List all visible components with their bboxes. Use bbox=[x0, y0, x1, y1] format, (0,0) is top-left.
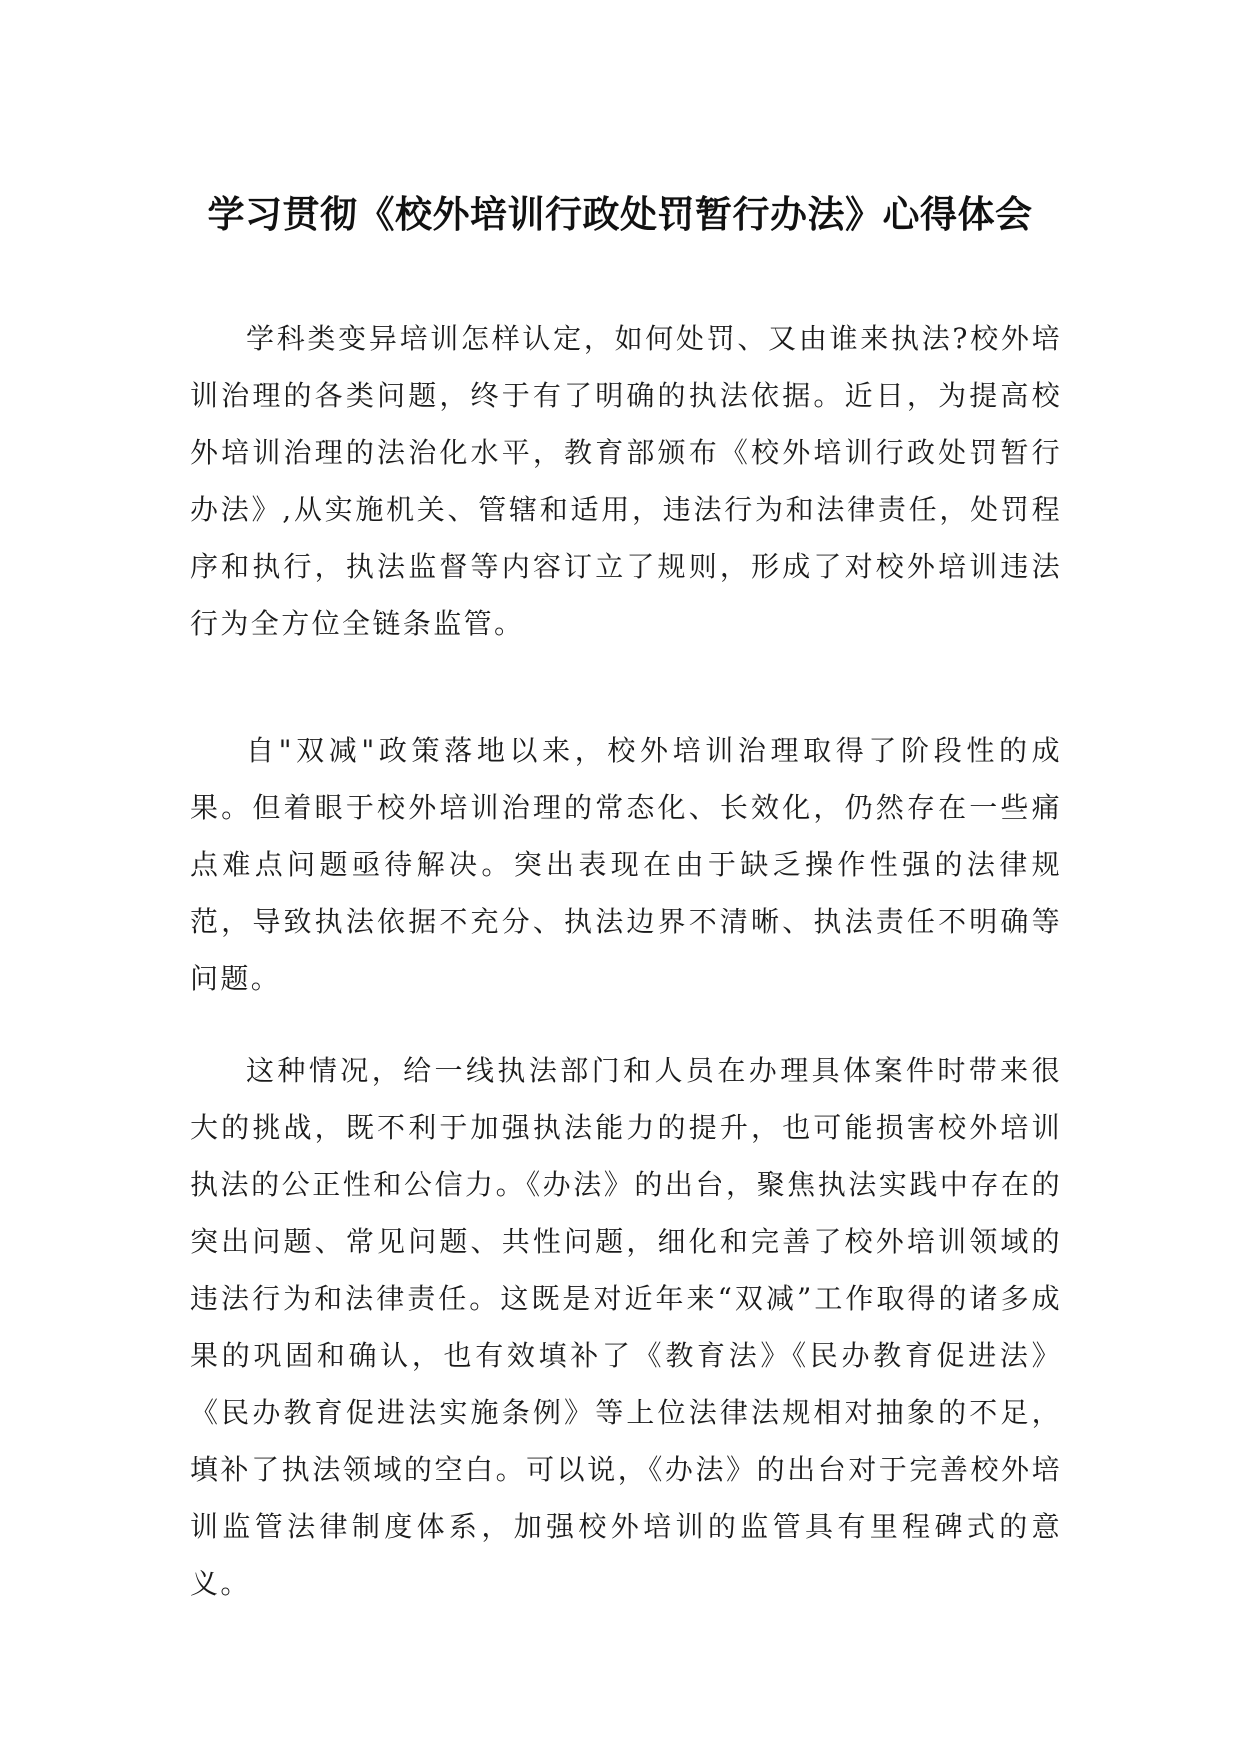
paragraph-3: 这种情况，给一线执法部门和人员在办理具体案件时带来很大的挑战，既不利于加强执法能力的提升，也可能损害校外培训执法的公正性和公信力。《办法》的出台，聚焦执法实践中存在的突出问题、常见问题、共性问题，细化和完善了校外培训领域的违法行为和法律责任。这既是对近年来“双减”工作取得的诸多成果的巩固和确认，也有效填补了《教育法》《民办教育促进法》《民办教育促进法实施条例》等上位法律法规相对抽象的不足，填补了执法领域的空白。可以说，《办法》的出台对于完善校外培训监管法律制度体系，加强校外培训的监管具有里程碑式的意义。 bbox=[190, 1054, 1062, 1600]
document-title: 学习贯彻《校外培训行政处罚暂行办法》心得体会 bbox=[207, 193, 1033, 236]
paragraph-1: 学科类变异培训怎样认定，如何处罚、又由谁来执法?校外培训治理的各类问题，终于有了明确的执法依据。近日，为提高校外培训治理的法治化水平，教育部颁布《校外培训行政处罚暂行办法》,从实施机关、管辖和适用，违法行为和法律责任，处罚程序和执行，执法监督等内容订立了规则，形成了对校外培训违法行为全方位全链条监管。 bbox=[190, 322, 1062, 640]
paragraph-2: 自"双减"政策落地以来，校外培训治理取得了阶段性的成果。但着眼于校外培训治理的常态化、长效化，仍然存在一些痛点难点问题亟待解决。突出表现在由于缺乏操作性强的法律规范，导致执法依据不充分、执法边界不清晰、执法责任不明确等问题。 bbox=[190, 734, 1062, 995]
